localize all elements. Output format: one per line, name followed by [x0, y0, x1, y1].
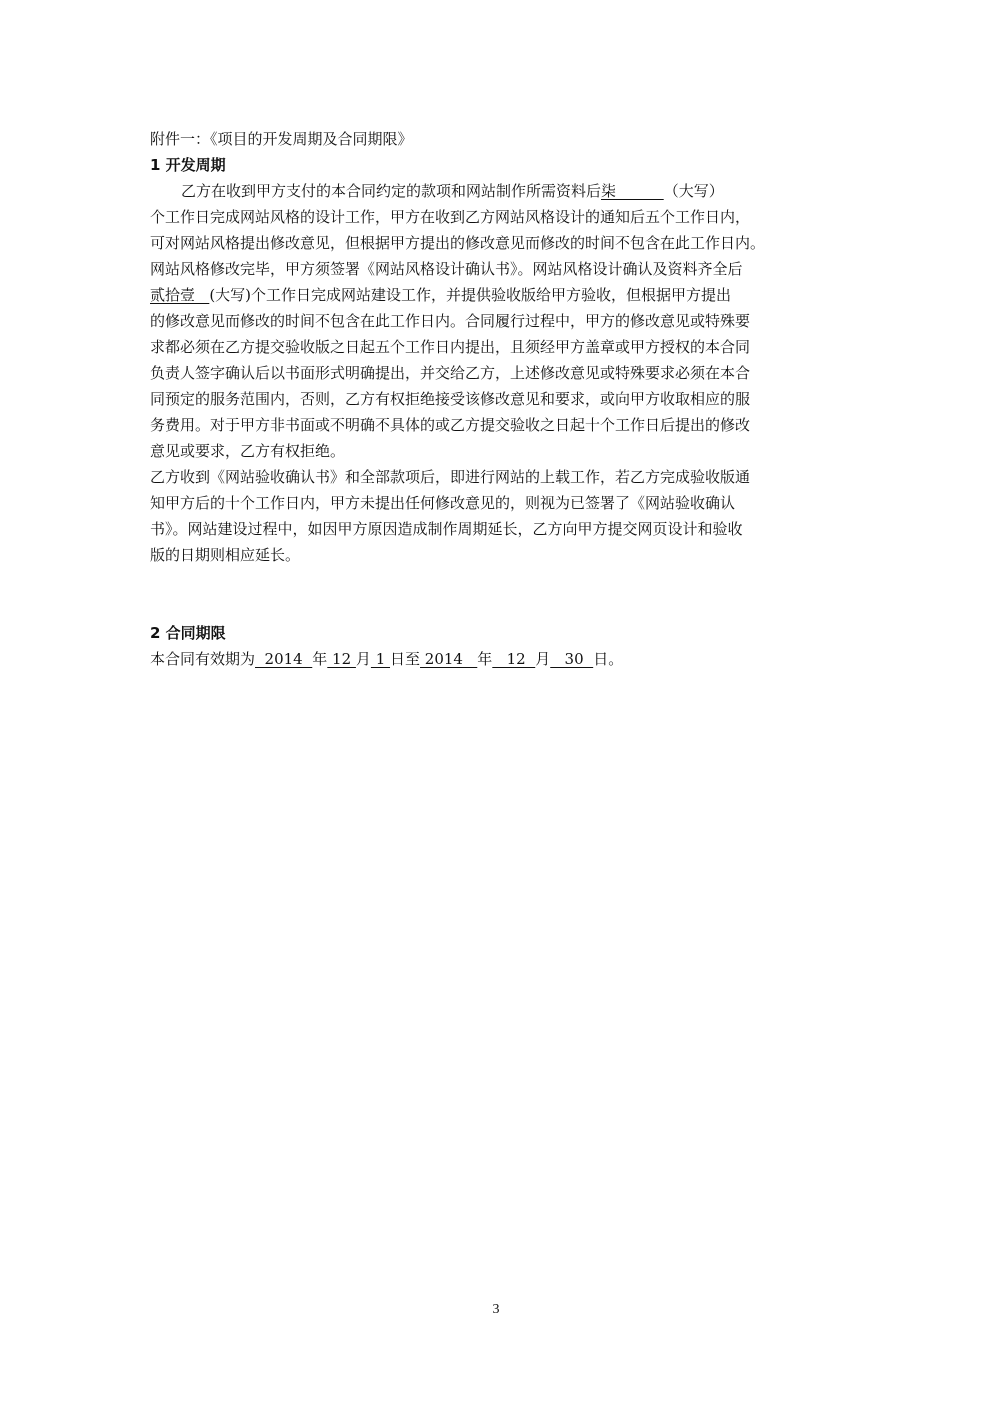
- month-label: 月: [355, 650, 371, 668]
- paragraph-line: 版的日期则相应延长。: [150, 546, 301, 564]
- start-day-blank: 1: [370, 650, 391, 668]
- paragraph-line: 书》。网站建设过程中，如因甲方原因造成制作周期延长，乙方向甲方提交网页设计和验收: [150, 520, 743, 538]
- paragraph-line: [150, 178, 855, 204]
- section-spacer: [150, 568, 855, 620]
- document-body: [150, 126, 855, 672]
- paragraph-line: 负责人签字确认后以书面形式明确提出，并交给乙方，上述修改意见或特殊要求必须在本合: [150, 364, 751, 382]
- paragraph-line: 同预定的服务范围内，否则，乙方有权拒绝接受该修改意见和要求，或向甲方收取相应的服: [150, 390, 751, 408]
- end-year-blank: 2014: [420, 650, 478, 668]
- paragraph-line: 的修改意见而修改的时间不包含在此工作日内。合同履行过程中，甲方的修改意见或特殊要: [150, 312, 751, 330]
- text-run: （大写）: [663, 182, 724, 200]
- paragraph-line: 乙方收到《网站验收确认书》和全部款项后，即进行网站的上载工作，若乙方完成验收版通: [150, 468, 751, 486]
- contract-validity-line: [150, 646, 855, 672]
- paragraph-line: [150, 282, 855, 308]
- end-month-blank: 12: [492, 650, 536, 668]
- paragraph-line: 网站风格修改完毕，甲方须签署《网站风格设计确认书》。网站风格设计确认及资料齐全后: [150, 260, 743, 278]
- validity-prefix: 本合同有效期为: [150, 650, 256, 668]
- paragraph-line: 意见或要求，乙方有权拒绝。: [150, 442, 346, 460]
- paragraph-line: 务费用。对于甲方非书面或不明确不具体的或乙方提交验收之日起十个工作日后提出的修改: [150, 416, 751, 434]
- page-number: 3: [492, 1302, 500, 1317]
- day-label: 日至: [390, 650, 421, 668]
- year-label: 年: [477, 650, 493, 668]
- month-label: 月: [535, 650, 551, 668]
- text-run: (大写)个工作日完成网站建设工作，并提供验收版给甲方验收，但根据甲方提出: [209, 286, 732, 304]
- start-year-blank: 2014: [255, 650, 313, 668]
- start-month-blank: 12: [327, 650, 356, 668]
- day-label: 日。: [593, 650, 624, 668]
- end-day-blank: 30: [550, 650, 594, 668]
- paragraph-line: 个工作日完成网站风格的设计工作，甲方在收到乙方网站风格设计的通知后五个工作日内，: [150, 208, 751, 226]
- filled-blank-design-days: 柒: [601, 182, 664, 200]
- paragraph-line: 求都必须在乙方提交验收版之日起五个工作日内提出，且须经甲方盖章或甲方授权的本合同: [150, 338, 751, 356]
- year-label: 年: [312, 650, 328, 668]
- filled-blank-build-days: 贰拾壹: [150, 286, 210, 304]
- paragraph-line: 可对网站风格提出修改意见，但根据甲方提出的修改意见而修改的时间不包含在此工作日内。: [150, 234, 766, 252]
- text-run: 乙方在收到甲方支付的本合同约定的款项和网站制作所需资料后: [181, 182, 602, 200]
- attachment-title: 附件一：《项目的开发周期及合同期限》: [150, 130, 413, 148]
- section-heading-development-cycle: 1 开发周期: [150, 156, 226, 174]
- paragraph-line: 知甲方后的十个工作日内，甲方未提出任何修改意见的，则视为已签署了《网站验收确认: [150, 494, 736, 512]
- section-heading-contract-term: 2 合同期限: [150, 624, 226, 642]
